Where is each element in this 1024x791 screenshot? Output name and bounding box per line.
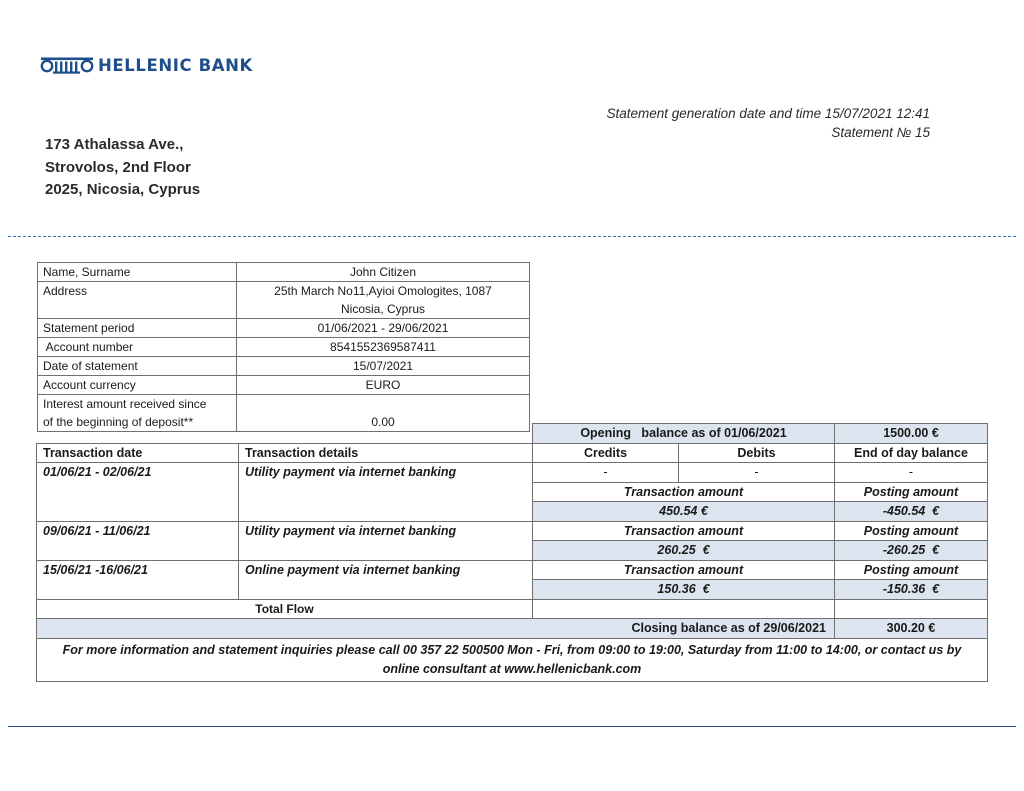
transaction-details: Utility payment via internet banking (239, 463, 533, 522)
info-value: 0.00 (237, 395, 530, 432)
hellenic-columns-logo-icon (40, 55, 94, 75)
transaction-details: Online payment via internet banking (239, 560, 533, 599)
posting-amount: -450.54 € (835, 502, 988, 522)
posting-amount-label: Posting amount (835, 482, 988, 502)
info-label: Statement period (38, 319, 237, 338)
header-separator (8, 236, 1016, 237)
info-row-period (38, 319, 530, 338)
info-row-currency (38, 376, 530, 395)
interest-label-line-2: of the beginning of deposit** (43, 415, 194, 429)
info-row-account-number (38, 338, 530, 357)
statement-number: Statement № 15 (831, 125, 930, 140)
closing-balance-label: Closing balance as of 29/06/2021 (37, 619, 835, 639)
info-value (237, 282, 530, 319)
transaction-amount-label: Transaction amount (533, 482, 835, 502)
transaction-details: Utility payment via internet banking (239, 521, 533, 560)
col-end-of-day-balance: End of day balance (835, 443, 988, 463)
posting-amount-label: Posting amount (835, 521, 988, 541)
bank-logo (40, 54, 253, 76)
info-label: Account number (38, 338, 237, 357)
total-flow-amount (533, 599, 835, 619)
transaction-date: 09/06/21 - 11/06/21 (37, 521, 239, 560)
credits-value: - (533, 463, 679, 483)
interest-label-line-1: Interest amount received since (43, 397, 207, 411)
contact-info-note: For more information and statement inquiries please call 00 357 22 500500 Mon - Fri, from 09:00 to 19:00, Saturday from 11:00 to 14:00, or contact us by online consultant at www.hellenicbank.com (37, 638, 988, 681)
info-row-name (38, 263, 530, 282)
info-value: EURO (237, 376, 530, 395)
table-row (37, 521, 988, 541)
col-debits: Debits (679, 443, 835, 463)
opening-balance-row (37, 424, 988, 444)
closing-balance-value: 300.20 € (835, 619, 988, 639)
debits-value: - (679, 463, 835, 483)
info-value: 01/06/2021 - 29/06/2021 (237, 319, 530, 338)
transaction-amount-label: Transaction amount (533, 560, 835, 580)
col-transaction-date: Transaction date (37, 443, 239, 463)
transaction-amount-label: Transaction amount (533, 521, 835, 541)
transaction-amount: 450.54 € (533, 502, 835, 522)
bank-address-line-1: 173 Athalassa Ave., (45, 136, 184, 153)
transaction-amount: 260.25 € (533, 541, 835, 561)
column-header-row (37, 443, 988, 463)
col-credits: Credits (533, 443, 679, 463)
statement-generation-datetime: Statement generation date and time 15/07/2021 12:41 (606, 106, 930, 121)
address-line-1: 25th March No11,Ayioi Omologites, 1087 (274, 284, 492, 298)
transaction-amount: 150.36 € (533, 580, 835, 600)
table-row (37, 560, 988, 580)
address-line-2: Nicosia, Cyprus (340, 302, 426, 316)
footer-separator (8, 726, 1016, 727)
closing-balance-row (37, 619, 988, 639)
table-row (37, 463, 988, 483)
posting-amount: -260.25 € (835, 541, 988, 561)
eod-value: - (835, 463, 988, 483)
info-label: Address (38, 282, 237, 319)
bank-address-line-3: 2025, Nicosia, Cyprus (45, 181, 201, 198)
total-flow-label: Total Flow (37, 599, 533, 619)
posting-amount-label: Posting amount (835, 560, 988, 580)
info-label: Name, Surname (38, 263, 237, 282)
transaction-date: 15/06/21 -16/06/21 (37, 560, 239, 599)
opening-balance-value: 1500.00 € (835, 424, 988, 444)
info-value: John Citizen (237, 263, 530, 282)
col-transaction-details: Transaction details (239, 443, 533, 463)
info-label: Date of statement (38, 357, 237, 376)
bank-address-line-2: Strovolos, 2nd Floor (45, 159, 191, 176)
opening-balance-label: Opening balance as of 01/06/2021 (533, 424, 835, 444)
info-value: 15/07/2021 (237, 357, 530, 376)
footer-note-row (37, 638, 988, 681)
transaction-date: 01/06/21 - 02/06/21 (37, 463, 239, 522)
account-info-table (37, 262, 530, 432)
bank-name: HELLENIC BANK (98, 55, 253, 75)
total-flow-posting (835, 599, 988, 619)
transactions-table (36, 423, 988, 682)
info-row-address (38, 282, 530, 319)
total-flow-row (37, 599, 988, 619)
info-label: Account currency (38, 376, 237, 395)
info-row-date (38, 357, 530, 376)
posting-amount: -150.36 € (835, 580, 988, 600)
info-value: 8541552369587411 (237, 338, 530, 357)
